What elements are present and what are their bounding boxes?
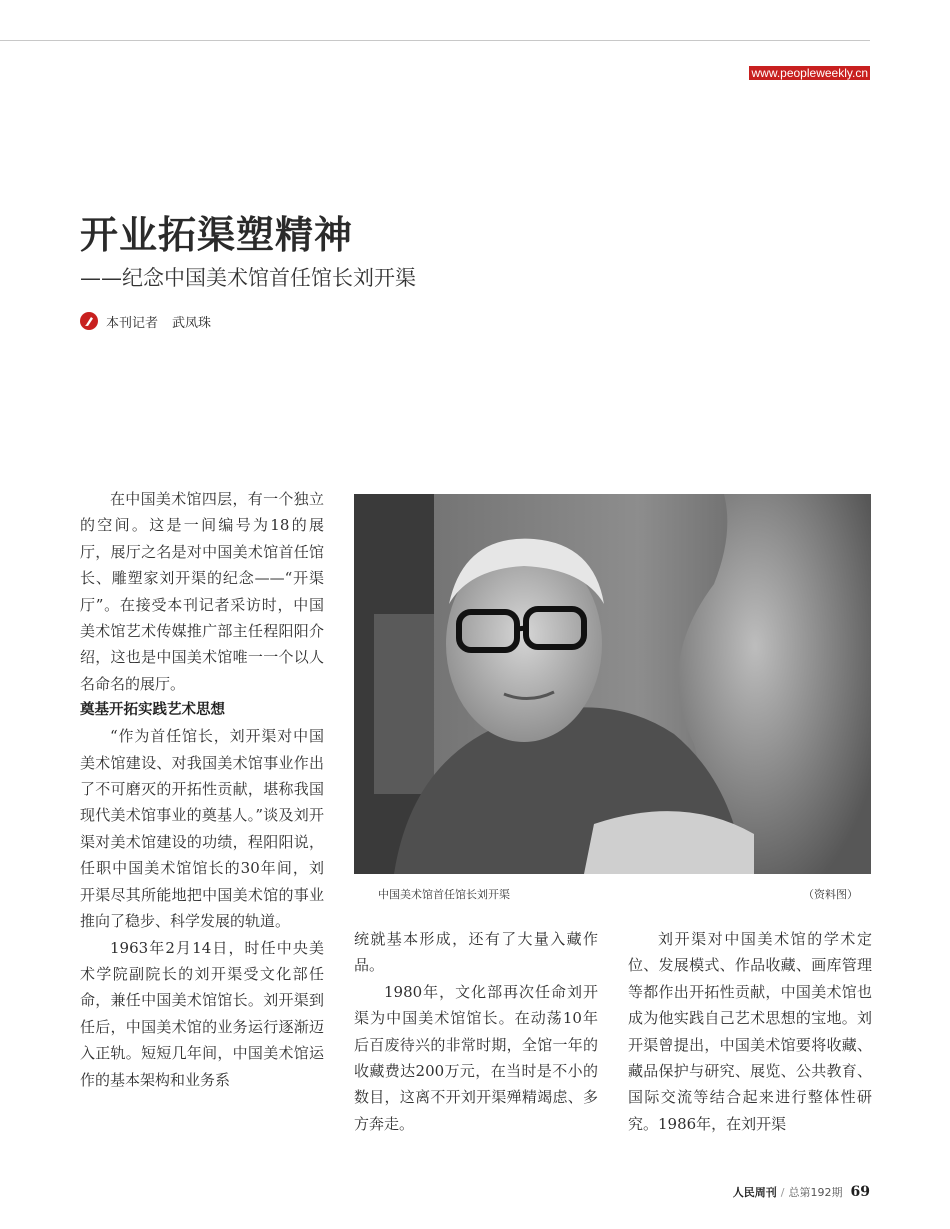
page-footer [733,1184,870,1200]
paragraph: 刘开渠对中国美术馆的学术定位、发展模式、作品收藏、画库管理等都作出开拓性贡献，中国美术馆也成为他实践自己艺术思想的宝地。刘开渠曾提出，中国美术馆要将收藏、藏品保护与研究、展览、公共教育、国际交流等结合起来进行整体性研究。1986年，在刘开渠 [628,930,872,1133]
photo-caption: 中国美术馆首任馆长刘开渠 [378,888,510,901]
byline-author: 武凤珠 [172,315,212,331]
paragraph: 1963年2月14日，时任中央美术学院副院长的刘开渠受文化部任命，兼任中国美术馆馆长。刘开渠到任后，中国美术馆的业务运行逐渐迈入正轨。短短几年间，中国美术馆运作的基本架构和业务系 [80,938,324,1089]
page-number: 69 [850,1184,870,1200]
paragraph: 1980年，文化部再次任命刘开渠为中国美术馆馆长。在动荡10年后百废待兴的非常时期，全馆一年的收藏费达200万元，在当时是不小的数目，这离不开刘开渠殚精竭虑、多方奔走。 [354,982,598,1133]
paragraph: 统就基本形成，还有了大量入藏作品。 [354,930,598,975]
byline-role: 本刊记者 [106,315,159,331]
paragraph: “作为首任馆长，刘开渠对中国美术馆建设、对我国美术馆事业作出了不可磨灭的开拓性贡献，堪称我国现代美术馆事业的奠基人。”谈及刘开渠对美术馆建设的功绩，程阳阳说，任职中国美术馆馆长的30年间，刘开渠尽其所能地把中国美术馆的事业推向了稳步、科学发展的轨道。 [80,727,324,931]
pen-icon [80,312,98,330]
section-heading: 奠基开拓实践艺术思想 [80,702,225,719]
photo-credit: （资料图） [803,888,858,901]
article-subtitle: ——纪念中国美术馆首任馆长刘开渠 [80,266,416,290]
header-rule [0,40,870,41]
magazine-name: 人民周刊 [732,1186,777,1199]
portrait-photo [354,494,871,874]
footer-separator: / [780,1186,785,1199]
text-column-3 [628,926,872,1137]
article-title: 开业拓渠塑精神 [80,213,354,257]
text-column-1 [80,486,324,1093]
byline [80,311,211,331]
text-column-2 [354,926,598,1137]
portrait-photo-image [354,494,871,874]
issue-number: 总第192期 [788,1186,843,1199]
paragraph: 在中国美术馆四层，有一个独立的空间。这是一间编号为18的展厅，展厅之名是对中国美术馆首任馆长、雕塑家刘开渠的纪念——“开渠厅”。在接受本刊记者采访时，中国美术馆艺术传媒推广部主任程阳阳介绍，这也是中国美术馆唯一一个以人名命名的展厅。 [80,490,324,693]
website-tag[interactable]: www.peopleweekly.cn [751,66,868,80]
